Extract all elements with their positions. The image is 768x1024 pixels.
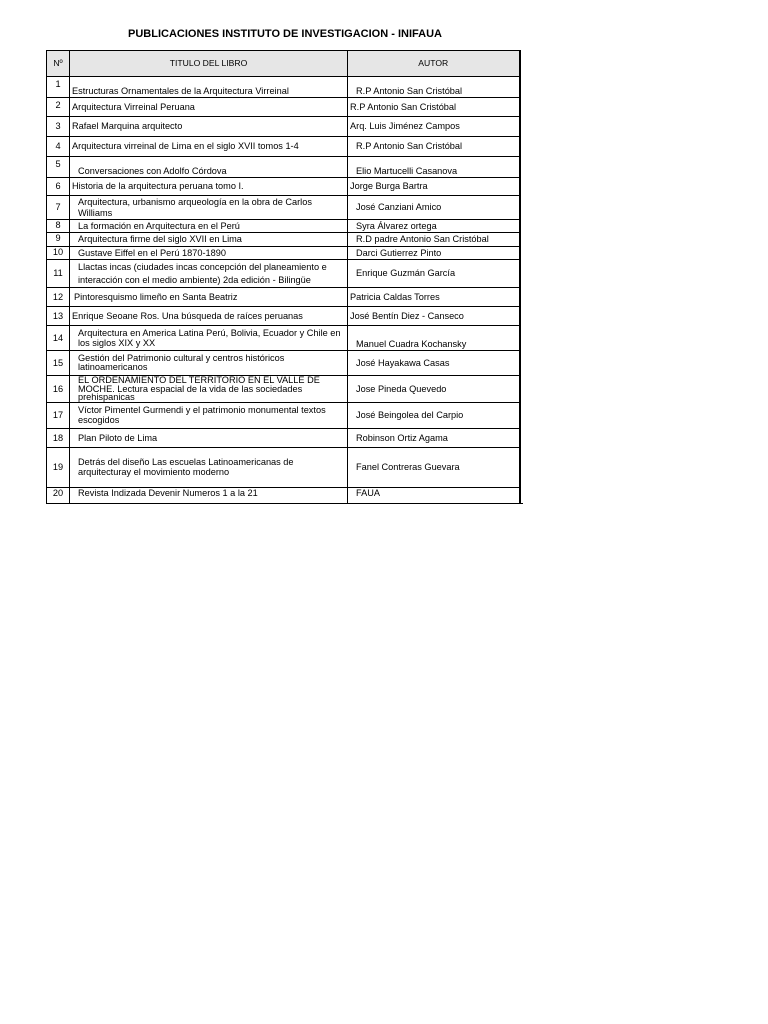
row-num: 7 xyxy=(47,196,70,220)
row-author: José Beingolea del Carpio xyxy=(348,402,520,428)
row-author: Elio Martucelli Casanova xyxy=(348,157,520,178)
row-num: 15 xyxy=(47,351,70,376)
table-edge xyxy=(520,447,523,487)
row-num: 16 xyxy=(47,376,70,403)
table-edge xyxy=(520,402,523,428)
row-title: Gustave Eiffel en el Perú 1870-1890 xyxy=(70,247,348,260)
row-num: 4 xyxy=(47,137,70,157)
header-author: AUTOR xyxy=(348,51,520,77)
row-num: 12 xyxy=(47,288,70,307)
table-row xyxy=(47,428,523,447)
table-row xyxy=(47,447,523,487)
table-row xyxy=(47,157,523,178)
table-row xyxy=(47,288,523,307)
table-edge xyxy=(520,428,523,447)
row-num: 8 xyxy=(47,220,70,233)
row-num: 11 xyxy=(47,260,70,288)
row-num: 9 xyxy=(47,233,70,247)
header-num: Nº xyxy=(47,51,70,77)
publications-table xyxy=(46,50,523,504)
table-edge xyxy=(520,376,523,403)
row-author: R.P Antonio San Cristóbal xyxy=(348,98,520,117)
table-edge xyxy=(520,178,523,196)
row-author: R.P Antonio San Cristóbal xyxy=(348,77,520,98)
row-author: R.P Antonio San Cristóbal xyxy=(348,137,520,157)
row-title: Conversaciones con Adolfo Córdova xyxy=(70,157,348,178)
row-title: Enrique Seoane Ros. Una búsqueda de raíces peruanas xyxy=(70,307,348,326)
table-edge xyxy=(520,137,523,157)
table-row xyxy=(47,77,523,98)
row-num: 6 xyxy=(47,178,70,196)
row-num: 13 xyxy=(47,307,70,326)
row-title: Historia de la arquitectura peruana tomo I. xyxy=(70,178,348,196)
table-row xyxy=(47,307,523,326)
row-title: Llactas incas (ciudades incas concepción del planeamiento e interacción con el medio ambiente) 2da edición - Bilingüe xyxy=(70,260,348,288)
row-num: 18 xyxy=(47,428,70,447)
table-edge xyxy=(520,77,523,98)
row-title: Plan Piloto de Lima xyxy=(70,428,348,447)
table-edge xyxy=(520,326,523,351)
table-row xyxy=(47,487,523,503)
row-title: Pintoresquismo limeño en Santa Beatriz xyxy=(70,288,348,307)
row-author: Fanel Contreras Guevara xyxy=(348,447,520,487)
table-row xyxy=(47,326,523,351)
table-edge xyxy=(520,220,523,233)
table-row xyxy=(47,178,523,196)
table-edge xyxy=(520,51,523,77)
row-num: 2 xyxy=(47,98,70,117)
row-title: Arquitectura virreinal de Lima en el siglo XVII tomos 1-4 xyxy=(70,137,348,157)
row-author: FAUA xyxy=(348,487,520,503)
table-row xyxy=(47,98,523,117)
row-author: José Canziani Amico xyxy=(348,196,520,220)
row-title: Detrás del diseño Las escuelas Latinoamericanas de arquitecturay el movimiento moderno xyxy=(70,447,348,487)
row-title: Arquitectura, urbanismo arqueología en la obra de Carlos Williams xyxy=(70,196,348,220)
row-title: Arquitectura en America Latina Perú, Bolivia, Ecuador y Chile en los siglos XIX y XX xyxy=(70,326,348,351)
row-title: EL ORDENAMIENTO DEL TERRITORIO EN EL VALLE DE MOCHE. Lectura espacial de la vida de las sociedades prehispanicas xyxy=(70,376,348,403)
row-title: Víctor Pimentel Gurmendi y el patrimonio monumental textos escogidos xyxy=(70,402,348,428)
table-edge xyxy=(520,260,523,288)
row-author: Enrique Guzmán García xyxy=(348,260,520,288)
row-author: José Bentín Diez - Canseco xyxy=(348,307,520,326)
table-edge xyxy=(520,157,523,178)
row-author: Arq. Luis Jiménez Campos xyxy=(348,117,520,137)
row-num: 1 xyxy=(47,77,70,98)
table-row xyxy=(47,351,523,376)
row-author: Darci Gutierrez Pinto xyxy=(348,247,520,260)
row-num: 20 xyxy=(47,487,70,503)
row-author: R.D padre Antonio San Cristóbal xyxy=(348,233,520,247)
table-edge xyxy=(520,233,523,247)
table-edge xyxy=(520,98,523,117)
row-author: Manuel Cuadra Kochansky xyxy=(348,326,520,351)
row-title: Revista Indizada Devenir Numeros 1 a la 21 xyxy=(70,487,348,503)
table-row xyxy=(47,137,523,157)
row-author: Jose Pineda Quevedo xyxy=(348,376,520,403)
row-author: Robinson Ortiz Agama xyxy=(348,428,520,447)
row-num: 14 xyxy=(47,326,70,351)
table-row xyxy=(47,196,523,220)
table-edge xyxy=(520,196,523,220)
row-title: Arquitectura Virreinal Peruana xyxy=(70,98,348,117)
table-row xyxy=(47,247,523,260)
row-author: Patricia Caldas Torres xyxy=(348,288,520,307)
row-title: Rafael Marquina arquitecto xyxy=(70,117,348,137)
table-edge xyxy=(520,351,523,376)
table-row xyxy=(47,402,523,428)
table-edge xyxy=(520,288,523,307)
table-row xyxy=(47,376,523,403)
row-title: Gestión del Patrimonio cultural y centros históricos latinoamericanos xyxy=(70,351,348,376)
row-title: Estructuras Ornamentales de la Arquitectura Virreinal xyxy=(70,77,348,98)
row-author: Syra Álvarez ortega xyxy=(348,220,520,233)
row-author: José Hayakawa Casas xyxy=(348,351,520,376)
table-row xyxy=(47,260,523,288)
publications-table-wrapper xyxy=(46,50,523,504)
table-edge xyxy=(520,247,523,260)
row-num: 10 xyxy=(47,247,70,260)
table-row xyxy=(47,233,523,247)
row-title: La formación en Arquitectura en el Perú xyxy=(70,220,348,233)
table-edge xyxy=(520,117,523,137)
table-edge xyxy=(520,307,523,326)
row-num: 5 xyxy=(47,157,70,178)
table-header-row xyxy=(47,51,523,77)
table-edge xyxy=(520,487,523,503)
row-num: 3 xyxy=(47,117,70,137)
row-num: 17 xyxy=(47,402,70,428)
page-title: PUBLICACIONES INSTITUTO DE INVESTIGACION - INIFAUA xyxy=(128,28,442,40)
row-author: Jorge Burga Bartra xyxy=(348,178,520,196)
row-title: Arquitectura firme del siglo XVII en Lima xyxy=(70,233,348,247)
header-title: TITULO DEL LIBRO xyxy=(70,51,348,77)
table-row xyxy=(47,220,523,233)
row-num: 19 xyxy=(47,447,70,487)
table-row xyxy=(47,117,523,137)
